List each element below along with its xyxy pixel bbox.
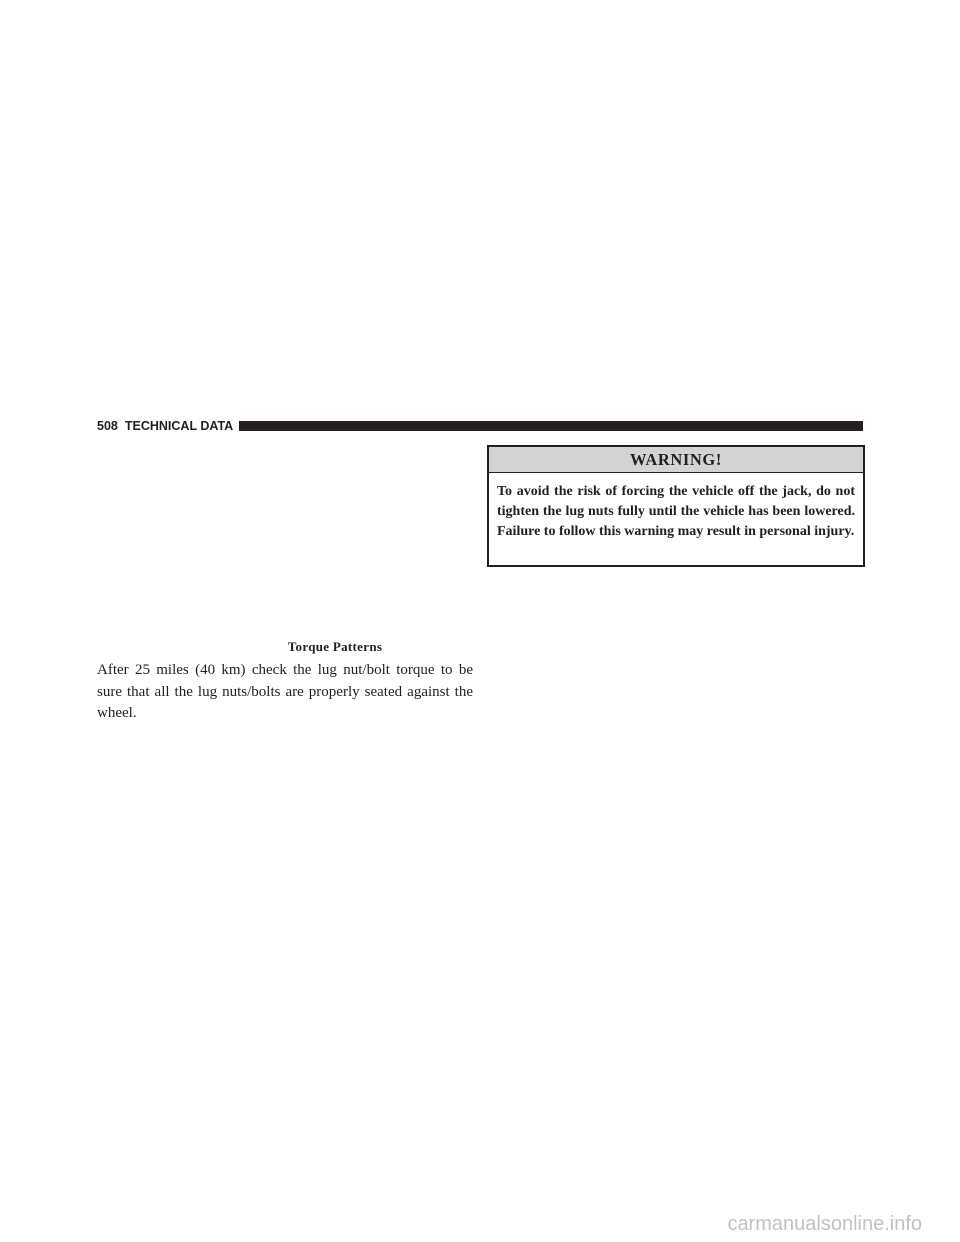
page-number: 508 (97, 419, 118, 433)
figure-caption: Torque Patterns (287, 639, 383, 654)
body-paragraph: After 25 miles (40 km) check the lug nut/bolt torque to be sure that all the lug nuts/bolts are properly seated against the wheel. (97, 662, 473, 721)
warning-box (487, 445, 865, 567)
header-rule (239, 421, 863, 431)
page-header (97, 418, 863, 434)
watermark: carmanualsonline.info (727, 1213, 922, 1235)
warning-text: To avoid the risk of forcing the vehicle off the jack, do not tighten the lug nuts fully until the vehicle has been lowered. Failure to follow this warning may result in personal injury. (497, 484, 855, 539)
torque-pattern-figure (97, 445, 473, 635)
warning-title: WARNING! (489, 447, 863, 473)
section-title: TECHNICAL DATA (124, 419, 234, 433)
